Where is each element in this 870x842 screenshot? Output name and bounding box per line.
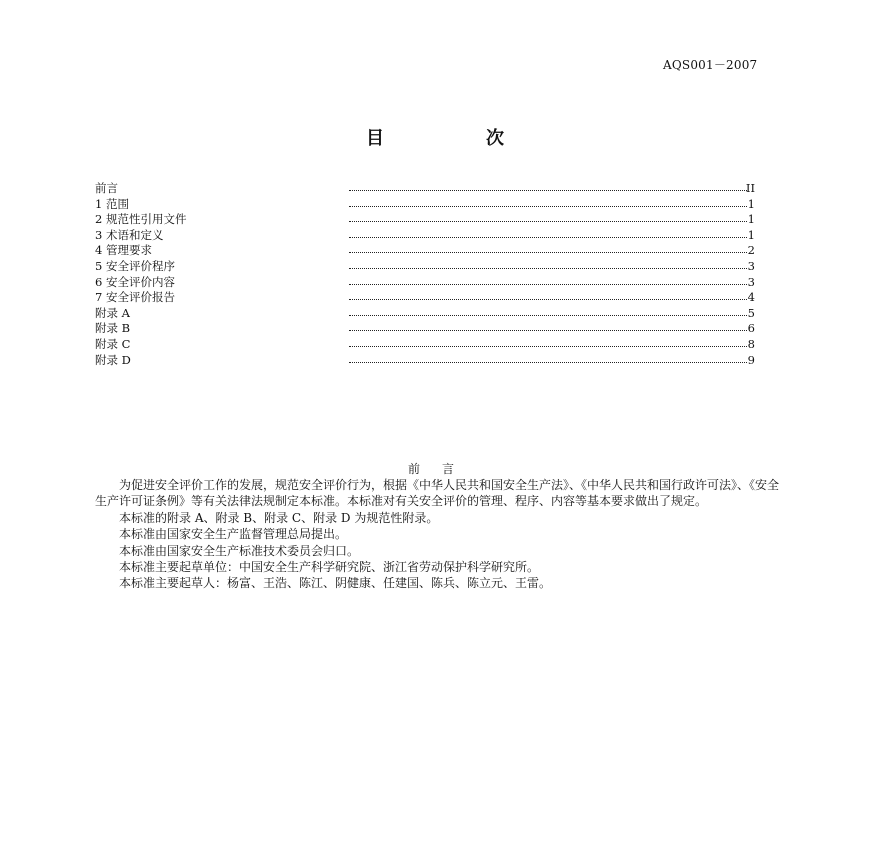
toc-entry[interactable] (95, 212, 759, 228)
foreword-paragraph: 本标准由国家安全生产标准技术委员会归口。 (119, 543, 360, 558)
toc-leader (349, 299, 747, 300)
toc-entry[interactable] (95, 243, 759, 259)
toc-leader (349, 237, 747, 238)
toc-entry-label: 7 安全评价报告 (95, 290, 175, 305)
toc-entry[interactable] (95, 275, 759, 291)
toc-entry-page: 1 (747, 212, 755, 227)
toc-entry[interactable] (95, 181, 759, 197)
toc-entry[interactable] (95, 290, 759, 306)
toc-entry[interactable] (95, 337, 759, 353)
toc-entry[interactable] (95, 259, 759, 275)
toc-entry[interactable] (95, 321, 759, 337)
toc-leader (349, 252, 747, 253)
toc-entry-label: 附录 B (95, 321, 131, 336)
toc-leader (349, 190, 747, 191)
document-code: AQS001－2007 (663, 58, 758, 72)
toc-entry-page: 5 (747, 305, 755, 320)
toc-entry-page: 6 (747, 321, 755, 336)
toc-entry-page: 4 (747, 290, 755, 305)
toc-entry-page: 1 (747, 227, 755, 242)
toc-entry-label: 附录 D (95, 352, 131, 367)
foreword-body (95, 477, 779, 592)
toc-leader (349, 330, 747, 331)
foreword-paragraph: 本标准的附录 A、附录 B、附录 C、附录 D 为规范性附录。 (119, 510, 439, 525)
toc-entry-label: 附录 C (95, 336, 131, 351)
toc-entry-page: 2 (747, 243, 755, 258)
toc-entry[interactable] (95, 353, 759, 369)
toc-leader (349, 221, 747, 222)
toc-entry-label: 附录 A (95, 305, 130, 320)
toc-title-char-2: 次 (486, 128, 504, 149)
toc-entry-page: 8 (747, 336, 755, 351)
foreword-title: 前言 (408, 462, 477, 476)
toc-entry-label: 6 安全评价内容 (95, 274, 175, 289)
toc-entry[interactable] (95, 197, 759, 213)
toc-entry-page: 3 (747, 274, 755, 289)
toc-entry-label: 5 安全评价程序 (95, 258, 175, 273)
toc-entry-label: 4 管理要求 (95, 243, 152, 258)
toc-entry-label: 前言 (95, 181, 118, 195)
toc-entry-page: II (745, 181, 755, 195)
foreword-paragraph: 为促进安全评价工作的发展，规范安全评价行为，根据《中华人民共和国安全生产法》、《中华人民共和国行政许可法》、《安全生产许可证条例》等有关法律法规制定本标准。本标准对有关安全评价的管理、程序、内容等基本要求做出了规定。 (95, 478, 780, 509)
foreword-paragraph: 本标准由国家安全生产监督管理总局提出。 (119, 527, 348, 542)
toc-entry-label: 3 术语和定义 (95, 227, 164, 242)
foreword-paragraph: 本标准主要起草人：杨富、王浩、陈江、阴健康、任建国、陈兵、陈立元、王雷。 (119, 576, 552, 591)
toc-entry-page: 3 (747, 258, 755, 273)
toc-entry[interactable] (95, 306, 759, 322)
toc-leader (349, 268, 747, 269)
foreword-paragraph: 本标准主要起草单位：中国安全生产科学研究院、浙江省劳动保护科学研究所。 (119, 560, 540, 575)
toc-entry-page: 9 (747, 352, 755, 367)
toc-leader (349, 315, 747, 316)
toc-title-char-1: 目 (366, 128, 384, 149)
toc-entry[interactable] (95, 228, 759, 244)
toc-entry-label: 2 规范性引用文件 (95, 212, 187, 227)
toc-entry-page: 1 (747, 196, 755, 211)
table-of-contents (95, 181, 759, 368)
toc-leader (349, 346, 747, 347)
toc-entry-label: 1 范围 (95, 196, 129, 211)
toc-leader (349, 362, 747, 363)
toc-leader (349, 206, 747, 207)
toc-leader (349, 284, 747, 285)
